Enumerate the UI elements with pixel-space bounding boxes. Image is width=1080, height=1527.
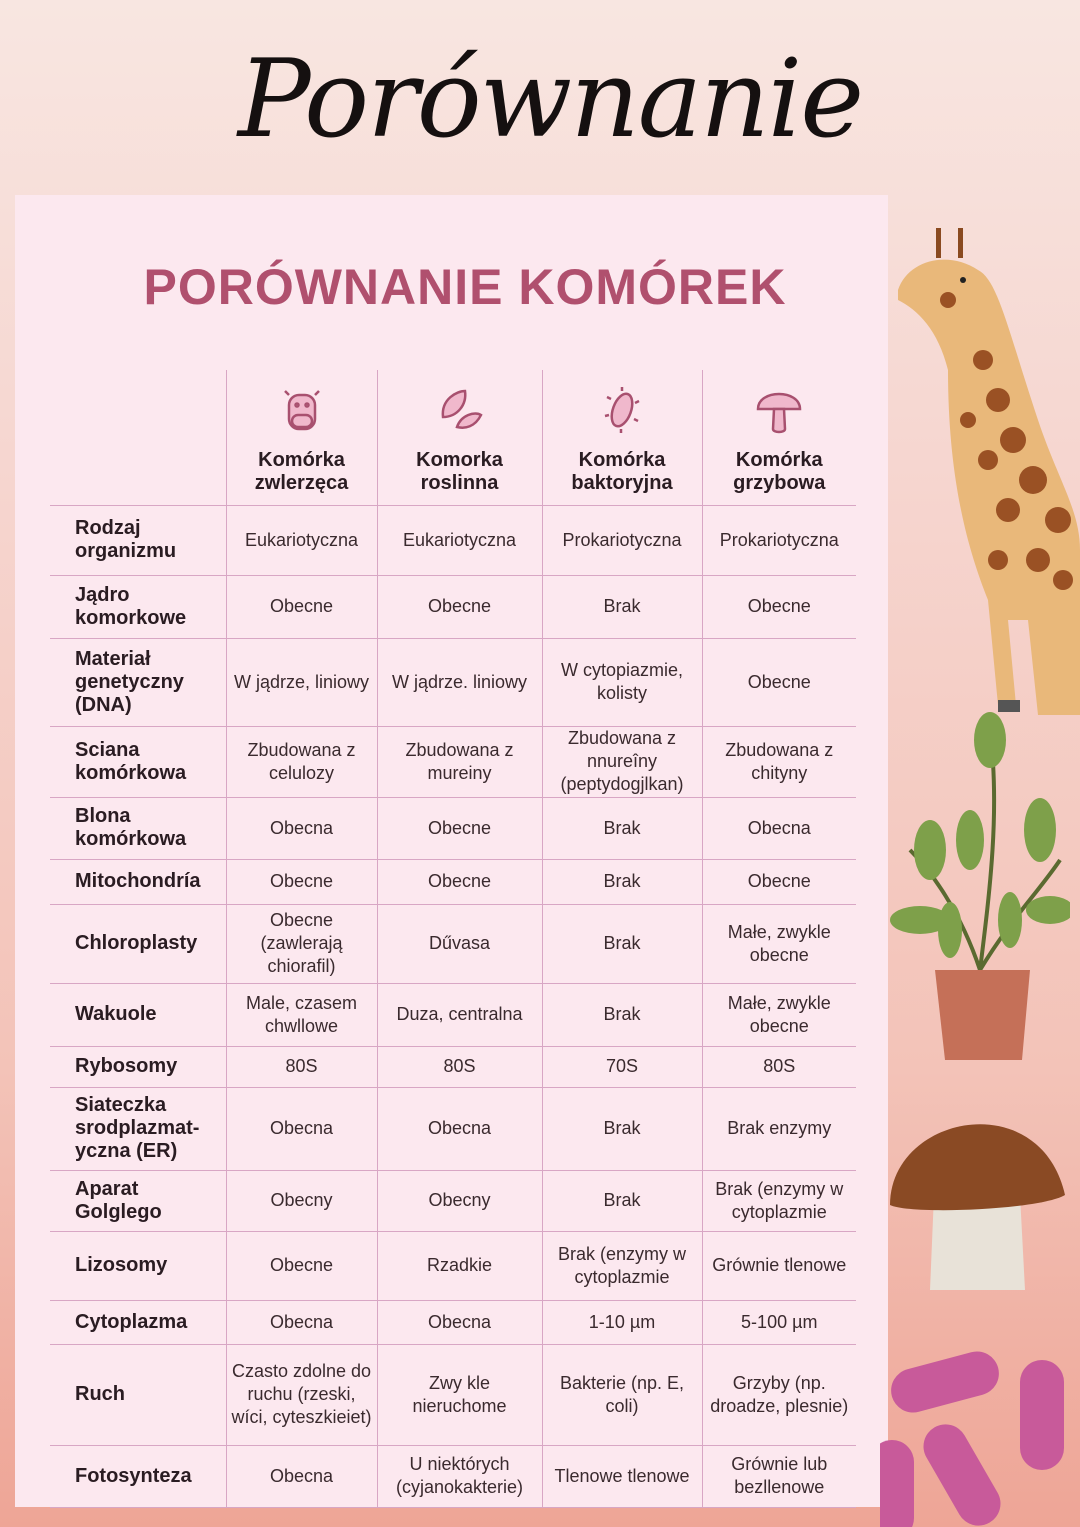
- table-row: [50, 904, 856, 983]
- row-label: Cytoplazma: [50, 1300, 226, 1344]
- row-label: Fotosynteza: [50, 1445, 226, 1507]
- column-label: Komórka baktoryjna: [571, 448, 673, 494]
- column-header: [377, 370, 542, 505]
- row-label: Siateczka srodplazmat-yczna (ER): [50, 1087, 226, 1170]
- table-row: [50, 797, 856, 859]
- table-cell: Prokariotyczna: [702, 505, 856, 575]
- table-cell: Zbudowana z mureiny: [377, 726, 542, 797]
- table-cell: Małe, zwykle obecne: [702, 983, 856, 1046]
- column-label: Komorka roslinna: [416, 448, 503, 494]
- row-label: Materiał genetyczny (DNA): [50, 638, 226, 726]
- column-header: [702, 370, 856, 505]
- table-row: [50, 726, 856, 797]
- table-cell: Małe, zwykle obecne: [702, 904, 856, 983]
- column-label: Komórka grzybowa: [733, 448, 826, 494]
- table-cell: Brak: [542, 983, 702, 1046]
- table-cell: Dűvasa: [377, 904, 542, 983]
- table-cell: Obecne: [377, 797, 542, 859]
- table-cell: Zbudowana z nnureîny (peptydogjlkan): [542, 726, 702, 797]
- table-cell: 80S: [377, 1046, 542, 1087]
- row-label: Chloroplasty: [50, 904, 226, 983]
- table-row: [50, 505, 856, 575]
- row-label: Rybosomy: [50, 1046, 226, 1087]
- table-cell: Zbudowana z celulozy: [226, 726, 377, 797]
- table-row: [50, 1231, 856, 1300]
- table-cell: U niektórych (cyjanokakterie): [377, 1445, 542, 1507]
- table-cell: Obecna: [226, 797, 377, 859]
- row-label: Aparat Golglego: [50, 1170, 226, 1231]
- table-cell: Brak: [542, 904, 702, 983]
- row-label: Jądro komorkowe: [50, 575, 226, 638]
- row-label: Blona komórkowa: [50, 797, 226, 859]
- giraffe-illustration: [888, 220, 1080, 715]
- table-cell: Duza, centralna: [377, 983, 542, 1046]
- table-cell: Brak: [542, 575, 702, 638]
- table-cell: W cytopiazmie, kolisty: [542, 638, 702, 726]
- table-cell: 1-10 µm: [542, 1300, 702, 1344]
- table-cell: Zbudowana z chityny: [702, 726, 856, 797]
- corner-cell: [50, 370, 226, 505]
- table-cell: Eukariotyczna: [226, 505, 377, 575]
- table-cell: Obecna: [377, 1087, 542, 1170]
- table-cell: Grównie lub bezllenowe: [702, 1445, 856, 1507]
- table-row: [50, 1445, 856, 1507]
- table-cell: W jądrze. liniowy: [377, 638, 542, 726]
- table-row: [50, 859, 856, 904]
- table-cell: Obecna: [226, 1445, 377, 1507]
- table-cell: Obecny: [226, 1170, 377, 1231]
- table-cell: Obecna: [702, 797, 856, 859]
- table-cell: Obecne: [226, 859, 377, 904]
- table-cell: Obecna: [226, 1300, 377, 1344]
- table-row: [50, 1170, 856, 1231]
- column-header: [542, 370, 702, 505]
- column-header: [226, 370, 377, 505]
- table-cell: Brak: [542, 797, 702, 859]
- table-cell: 5-100 µm: [702, 1300, 856, 1344]
- table-cell: Brak: [542, 1087, 702, 1170]
- comparison-table: [50, 370, 856, 1508]
- table-cell: Brak (enzymy w cytoplazmie: [702, 1170, 856, 1231]
- mushroom-icon: [754, 385, 804, 435]
- table-cell: Obecne: [702, 859, 856, 904]
- column-label: Komórka zwlerzęca: [254, 448, 349, 494]
- table-cell: Grównie tlenowe: [702, 1231, 856, 1300]
- table-row: [50, 575, 856, 638]
- row-label: Mitochondría: [50, 859, 226, 904]
- table-cell: Brak enzymy: [702, 1087, 856, 1170]
- table-cell: Brak: [542, 1170, 702, 1231]
- table-cell: Brak: [542, 859, 702, 904]
- table-cell: Zwy kle nieruchome: [377, 1344, 542, 1445]
- table-cell: Prokariotyczna: [542, 505, 702, 575]
- mushroom-illustration: [890, 1095, 1070, 1295]
- table-row: [50, 1344, 856, 1445]
- table-cell: 80S: [702, 1046, 856, 1087]
- table-cell: 80S: [226, 1046, 377, 1087]
- table-cell: Obecne: [377, 859, 542, 904]
- table-cell: Tlenowe tlenowe: [542, 1445, 702, 1507]
- row-label: Ruch: [50, 1344, 226, 1445]
- table-cell: Grzyby (np. droadze, plesnie): [702, 1344, 856, 1445]
- table-cell: Brak (enzymy w cytoplazmie: [542, 1231, 702, 1300]
- table-cell: Obecne: [377, 575, 542, 638]
- table-row: [50, 983, 856, 1046]
- row-label: Wakuole: [50, 983, 226, 1046]
- table-row: [50, 638, 856, 726]
- table-cell: Obecna: [377, 1300, 542, 1344]
- table-cell: Obecne: [702, 638, 856, 726]
- table-cell: Obecny: [377, 1170, 542, 1231]
- table-cell: Obecne (zawlerają chiorafil): [226, 904, 377, 983]
- bacteria-icon: [597, 385, 647, 435]
- cow-icon: [277, 385, 327, 435]
- table-cell: 70S: [542, 1046, 702, 1087]
- table-row: [50, 1046, 856, 1087]
- table-cell: Obecne: [226, 575, 377, 638]
- table-row: [50, 1087, 856, 1170]
- table-cell: Rzadkie: [377, 1231, 542, 1300]
- row-label: Rodzaj organizmu: [50, 505, 226, 575]
- table-cell: Obecna: [226, 1087, 377, 1170]
- leaf-icon: [435, 385, 485, 435]
- table-cell: Obecne: [226, 1231, 377, 1300]
- table-cell: Male, czasem chwllowe: [226, 983, 377, 1046]
- row-label: Lizosomy: [50, 1231, 226, 1300]
- row-label: Sciana komórkowa: [50, 726, 226, 797]
- table-row: [50, 1300, 856, 1344]
- table-cell: W jądrze, liniowy: [226, 638, 377, 726]
- page-title: PORÓWNANIE KOMÓREK: [143, 259, 787, 315]
- table-cell: Eukariotyczna: [377, 505, 542, 575]
- bacteria-illustration: [880, 1340, 1080, 1527]
- table-cell: Obecne: [702, 575, 856, 638]
- script-title: Porównanie: [237, 37, 863, 162]
- table-cell: Czasto zdolne do ruchu (rzeski, wíci, cyteszkieiet): [226, 1344, 377, 1445]
- potted-plant-illustration: [890, 710, 1070, 1070]
- table-cell: Bakterie (np. E, coli): [542, 1344, 702, 1445]
